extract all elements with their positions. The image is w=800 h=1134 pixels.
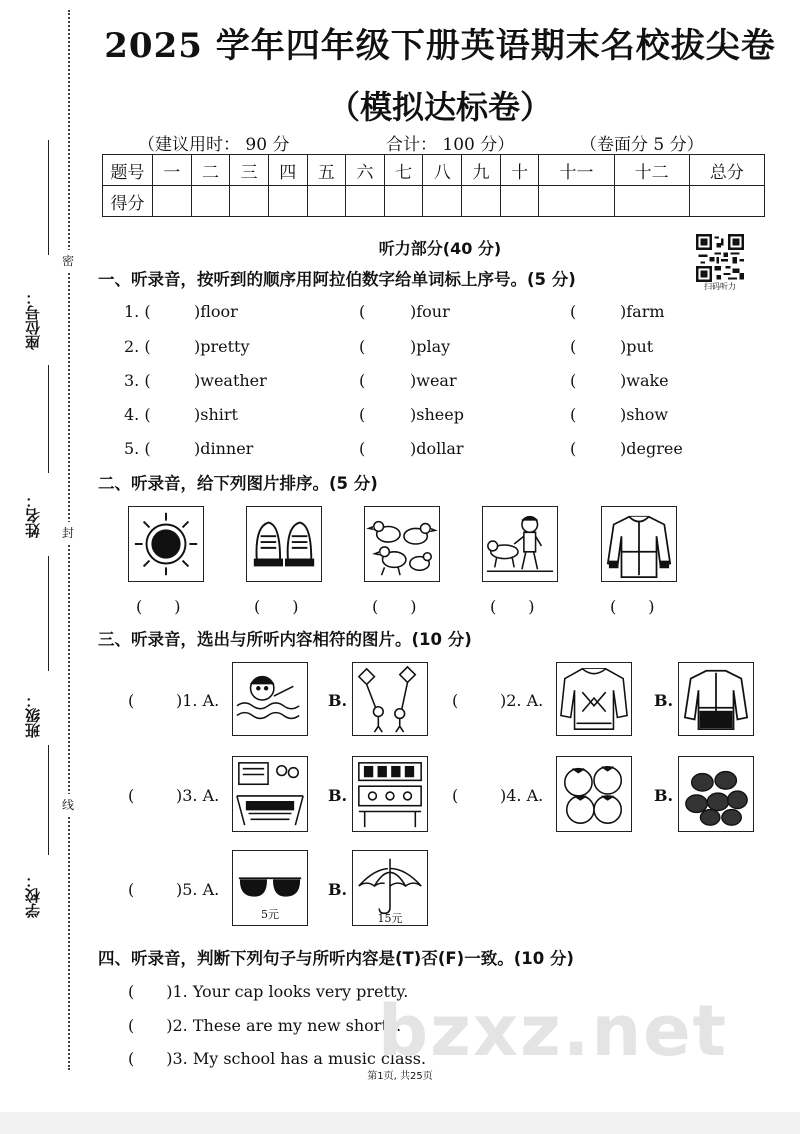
binding-xian-char: 线 <box>62 794 74 815</box>
exam-subtitle: （模拟达标卷） <box>327 88 552 126</box>
potatoes-picture <box>678 756 754 832</box>
score-cell[interactable] <box>423 186 462 217</box>
boy-with-dog-picture <box>482 506 558 582</box>
word-item: )shirt <box>194 405 238 424</box>
score-cell[interactable] <box>500 186 539 217</box>
col-total: 总分 <box>689 155 764 186</box>
col-7: 七 <box>384 155 423 186</box>
score-cell[interactable] <box>153 186 192 217</box>
option-b-label: B. <box>654 786 674 805</box>
watermark: bzxz.net <box>378 990 729 1072</box>
row-number: 2. ( <box>124 337 151 356</box>
binding-feng-char: 封 <box>62 522 74 543</box>
canteen-picture <box>352 756 428 832</box>
question-3-1: )1. A. <box>176 691 220 710</box>
score-cell[interactable] <box>689 186 764 217</box>
binding-mi-char: 密 <box>62 250 74 271</box>
open-paren: ( <box>359 371 366 390</box>
word-item: )wake <box>620 371 669 390</box>
score-cell[interactable] <box>384 186 423 217</box>
question-3-2: )2. A. <box>500 691 544 710</box>
col-10: 十 <box>500 155 539 186</box>
tomatoes-picture <box>556 756 632 832</box>
class-label: 班级： <box>24 693 42 738</box>
word-item: )dinner <box>194 439 254 458</box>
school-line[interactable] <box>48 745 49 855</box>
open-paren: ( <box>570 405 577 424</box>
school-label: 学校： <box>24 873 42 918</box>
seat-label: 座位号： <box>24 290 42 350</box>
word-item: )floor <box>194 302 238 321</box>
score-table-header-row <box>103 155 765 186</box>
open-paren[interactable]: ( <box>128 786 135 805</box>
col-4: 四 <box>268 155 307 186</box>
question-3-4: )4. A. <box>500 786 544 805</box>
flying-kites-picture <box>352 662 428 736</box>
score-cell[interactable] <box>191 186 230 217</box>
word-item: )pretty <box>194 337 250 356</box>
row-number: 4. ( <box>124 405 151 424</box>
section2-title: 二、听录音，给下列图片排序。(5 分) <box>98 474 378 493</box>
tf-item-1[interactable]: ( )1. Your cap looks very pretty. <box>128 982 409 1001</box>
qr-caption: 扫码听力 <box>704 282 736 291</box>
open-paren: ( <box>359 302 366 321</box>
open-paren: ( <box>570 302 577 321</box>
sun-picture <box>128 506 204 582</box>
open-paren[interactable]: ( <box>128 880 135 899</box>
open-paren: ( <box>359 337 366 356</box>
neatness-info: （卷面分 5 分） <box>580 135 704 155</box>
col-11: 十一 <box>539 155 614 186</box>
row-number: 1. ( <box>124 302 151 321</box>
open-paren: ( <box>570 371 577 390</box>
word-item: )show <box>620 405 669 424</box>
score-cell[interactable] <box>268 186 307 217</box>
word-item: )sheep <box>410 405 464 424</box>
total-info: 合计： 100 分） <box>386 135 515 155</box>
open-paren[interactable]: ( <box>452 786 459 805</box>
answer-paren[interactable]: ( ) <box>136 597 181 616</box>
option-b-label: B. <box>654 691 674 710</box>
row-number: 5. ( <box>124 439 151 458</box>
word-row <box>0 337 800 361</box>
score-table-row2-label: 得分 <box>103 186 153 217</box>
word-item: )degree <box>620 439 683 458</box>
col-5: 五 <box>307 155 346 186</box>
col-2: 二 <box>191 155 230 186</box>
word-item: )weather <box>194 371 267 390</box>
tf-item-3[interactable]: ( )3. My school has a music class. <box>128 1049 427 1068</box>
word-item: )four <box>410 302 450 321</box>
price-a: 5元 <box>261 908 279 921</box>
score-table-score-row <box>103 186 765 217</box>
jacket-picture <box>601 506 677 582</box>
option-b-label: B. <box>328 691 348 710</box>
word-row <box>0 302 800 326</box>
score-table-row1-label: 题号 <box>103 155 153 186</box>
word-row <box>0 439 800 463</box>
option-b-label: B. <box>328 786 348 805</box>
answer-paren[interactable]: ( ) <box>254 597 299 616</box>
page-footer: 第1页, 共25页 <box>367 1071 433 1082</box>
word-row <box>0 405 800 429</box>
bottom-band <box>0 1112 800 1134</box>
ducks-picture <box>364 506 440 582</box>
open-paren: ( <box>570 439 577 458</box>
price-b: 15元 <box>377 912 403 925</box>
score-cell[interactable] <box>230 186 269 217</box>
name-label: 姓名： <box>24 493 42 538</box>
section1-title: 一、听录音，按听到的顺序用阿拉伯数字给单词标上序号。(5 分) <box>98 270 576 289</box>
answer-paren[interactable]: ( ) <box>490 597 535 616</box>
answer-paren[interactable]: ( ) <box>610 597 655 616</box>
section3-title: 三、听录音，选出与所听内容相符的图片。(10 分) <box>98 630 472 649</box>
question-3-5: )5. A. <box>176 880 220 899</box>
jacket-option-picture <box>678 662 754 736</box>
row-number: 3. ( <box>124 371 151 390</box>
open-paren: ( <box>570 337 577 356</box>
sweater-picture <box>556 662 632 736</box>
score-cell[interactable] <box>614 186 689 217</box>
swimming-picture <box>232 662 308 736</box>
exam-title: 2025 学年四年级下册英语期末名校拔尖卷 <box>104 26 776 66</box>
word-item: )play <box>410 337 451 356</box>
word-item: )dollar <box>410 439 464 458</box>
score-cell[interactable] <box>346 186 385 217</box>
answer-paren[interactable]: ( ) <box>372 597 417 616</box>
col-3: 三 <box>230 155 269 186</box>
tf-item-2[interactable]: ( )2. These are my new shorts. <box>128 1016 402 1035</box>
score-cell[interactable] <box>462 186 501 217</box>
time-info: （建议用时： 90 分 <box>138 135 290 155</box>
section4-title: 四、听录音，判断下列句子与所听内容是(T)否(F)一致。(10 分) <box>98 949 574 968</box>
shoes-picture <box>246 506 322 582</box>
seat-line[interactable] <box>48 140 49 255</box>
open-paren: ( <box>359 405 366 424</box>
word-item: )farm <box>620 302 665 321</box>
score-cell[interactable] <box>539 186 614 217</box>
open-paren: ( <box>359 439 366 458</box>
word-item: )put <box>620 337 654 356</box>
col-9: 九 <box>462 155 501 186</box>
word-item: )wear <box>410 371 457 390</box>
classroom-picture <box>232 756 308 832</box>
option-b-label: B. <box>328 880 348 899</box>
score-cell[interactable] <box>307 186 346 217</box>
open-paren[interactable]: ( <box>128 691 135 710</box>
word-row <box>0 371 800 395</box>
open-paren[interactable]: ( <box>452 691 459 710</box>
col-12: 十二 <box>614 155 689 186</box>
class-line[interactable] <box>48 556 49 671</box>
listening-title: 听力部分(40 分) <box>378 239 502 258</box>
col-1: 一 <box>153 155 192 186</box>
col-8: 八 <box>423 155 462 186</box>
score-table <box>102 154 765 217</box>
qr-code-icon[interactable] <box>696 234 744 282</box>
binding-margin <box>0 0 90 1134</box>
col-6: 六 <box>346 155 385 186</box>
question-3-3: )3. A. <box>176 786 220 805</box>
